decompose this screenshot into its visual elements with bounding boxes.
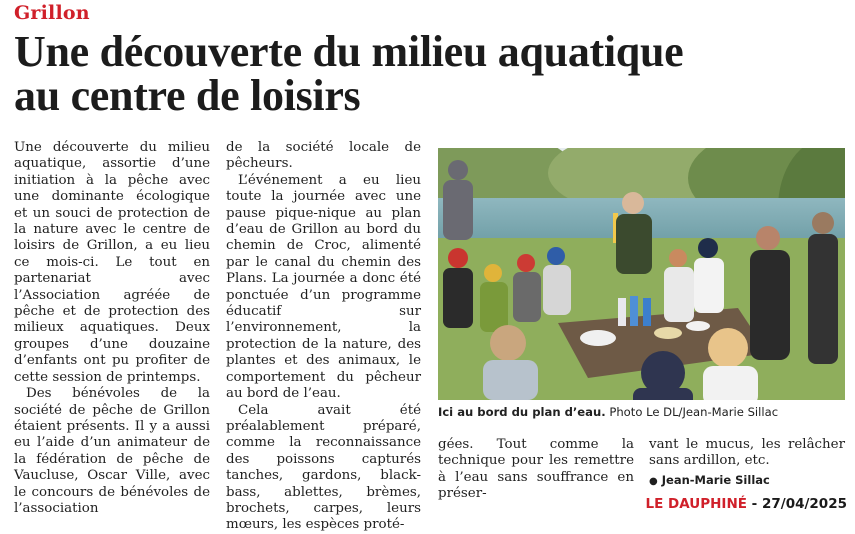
article-column-1 (14, 140, 210, 517)
paragraph: L’événement a eu lieu toute la journée avec une pause pique-nique au plan d’eau de Grillon au bord du chemin de Croc, alimenté par le canal du chemin des Plans. La journée a donc été ponctuée d’un programme éducatif sur l’environnement, la protection de la nature, des plantes et des animaux, le comportement du pêcheur au bord de l’eau. (226, 172, 421, 402)
paragraph: Des bénévoles de la société de pêche de Grillon étaient présents. Il y a aussi eu l’aide d’un animateur de la fédération de pêche de Vaucluse, Oscar Ville, avec le concours de bénévoles de l’association (14, 386, 210, 516)
publication-name: LE DAUPHINÉ (645, 496, 747, 512)
photo-credit: Photo Le DL/Jean-Marie Sillac (609, 405, 779, 419)
article-column-2 (226, 140, 421, 534)
paragraph: gées. Tout comme la technique pour les remettre à l’eau sans souffrance en préser- (438, 437, 634, 502)
photo-caption (438, 405, 848, 419)
photo-illustration (438, 148, 845, 400)
section-kicker: Grillon (14, 2, 90, 24)
paragraph: de la société locale de pêcheurs. (226, 140, 421, 172)
paragraph: vant le mucus, les relâcher sans ardillon, etc. (649, 437, 845, 469)
author-name: Jean-Marie Sillac (661, 472, 770, 487)
author-signature (649, 472, 845, 490)
article-column-3 (438, 437, 634, 503)
paragraph: Une découverte du milieu aquatique, assortie d’une initiation à la pêche avec une dominante écologique et un souci de protection de la nature avec le centre de loisirs de Grillon, a eu lieu ce mois-ci. Le tout en partenariat avec l’Association agréée de pêche et de protection des milieux aquatiques. Deux groupes d’une douzaine d’enfants ont pu profiter de cette session de printemps. (14, 140, 210, 385)
headline-line-2: au centre de loisirs (14, 71, 361, 120)
bullet-icon: ● (649, 475, 658, 487)
article-column-4 (649, 437, 845, 490)
headline (14, 27, 844, 120)
source-separator: - (746, 496, 762, 512)
paragraph: Cela avait été préalablement préparé, comme la reconnaissance des poissons capturés tanches, gardons, black-bass, ablettes, brèmes, brochets, carpes, leurs mœurs, les espèces proté- (226, 402, 421, 533)
caption-text: Ici au bord du plan d’eau. (438, 405, 606, 419)
publication-date: 27/04/2025 (761, 496, 847, 512)
headline-line-1: Une découverte du milieu aquatique (14, 27, 684, 76)
article-photo (438, 148, 845, 400)
source-line (646, 496, 848, 512)
